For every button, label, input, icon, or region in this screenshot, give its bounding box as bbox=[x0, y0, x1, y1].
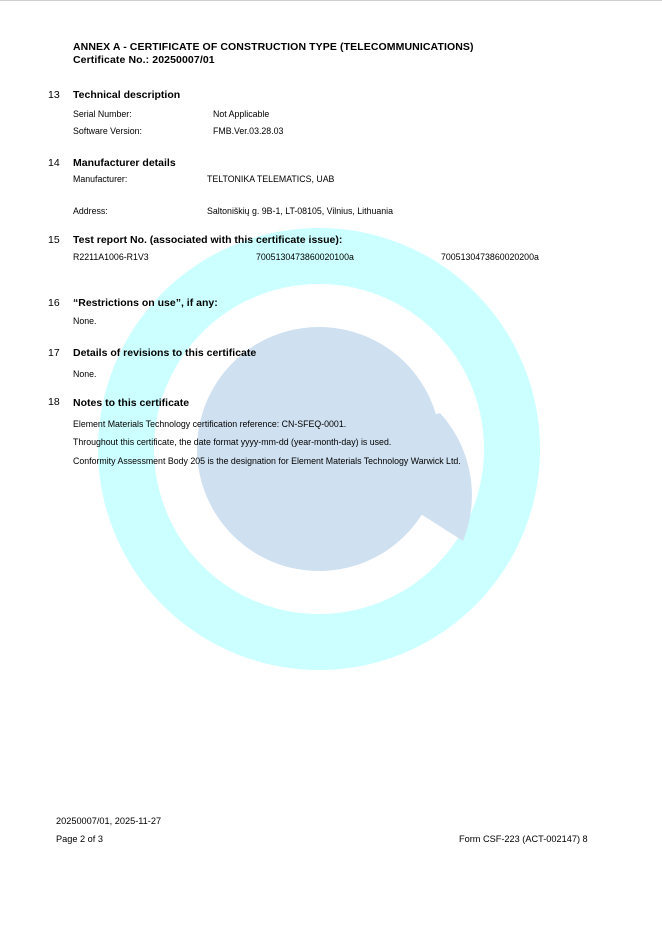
note-2: Throughout this certificate, the date format yyyy-mm-dd (year-month-day) is used. bbox=[73, 437, 392, 447]
certificate-number: Certificate No.: 20250007/01 bbox=[73, 54, 215, 66]
section-18-heading: Notes to this certificate bbox=[73, 397, 190, 409]
footer-ref-date: 20250007/01, 2025-11-27 bbox=[56, 816, 162, 826]
section-18-number: 18 bbox=[48, 396, 60, 408]
software-version-label: Software Version: bbox=[73, 126, 142, 136]
restrictions-text: None. bbox=[73, 316, 97, 326]
annex-title: ANNEX A - CERTIFICATE OF CONSTRUCTION TYPE (TELECOMMUNICATIONS) bbox=[73, 41, 474, 53]
watermark-logo bbox=[98, 228, 540, 670]
section-16-heading: “Restrictions on use”, if any: bbox=[73, 297, 218, 309]
note-1: Element Materials Technology certification reference: CN-SFEQ-0001. bbox=[73, 419, 347, 429]
test-report-3: 7005130473860020200a bbox=[441, 252, 539, 262]
manufacturer-label: Manufacturer: bbox=[73, 174, 128, 184]
section-15-number: 15 bbox=[48, 234, 60, 246]
test-report-2: 7005130473860020100a bbox=[256, 252, 354, 262]
section-17-number: 17 bbox=[48, 347, 60, 359]
note-3: Conformity Assessment Body 205 is the designation for Element Materials Technology Warwick Ltd. bbox=[73, 456, 461, 466]
section-14-number: 14 bbox=[48, 157, 60, 169]
section-17-heading: Details of revisions to this certificate bbox=[73, 347, 257, 359]
section-13-number: 13 bbox=[48, 89, 60, 101]
revisions-text: None. bbox=[73, 369, 97, 379]
serial-number-value: Not Applicable bbox=[213, 109, 270, 119]
address-value: Saltoniškių g. 9B-1, LT-08105, Vilnius, Lithuania bbox=[207, 206, 393, 216]
section-13-heading: Technical description bbox=[73, 89, 181, 101]
address-label: Address: bbox=[73, 206, 108, 216]
manufacturer-value: TELTONIKA TELEMATICS, UAB bbox=[207, 174, 335, 184]
software-version-value: FMB.Ver.03.28.03 bbox=[213, 126, 284, 136]
footer-form-id: Form CSF-223 (ACT-002147) 8 bbox=[459, 834, 588, 844]
footer-page-number: Page 2 of 3 bbox=[56, 834, 103, 844]
test-report-1: R2211A1006-R1V3 bbox=[73, 252, 149, 262]
section-16-number: 16 bbox=[48, 297, 60, 309]
section-15-heading: Test report No. (associated with this certificate issue): bbox=[73, 234, 343, 246]
top-border-line bbox=[0, 0, 662, 1]
serial-number-label: Serial Number: bbox=[73, 109, 132, 119]
section-14-heading: Manufacturer details bbox=[73, 157, 176, 169]
